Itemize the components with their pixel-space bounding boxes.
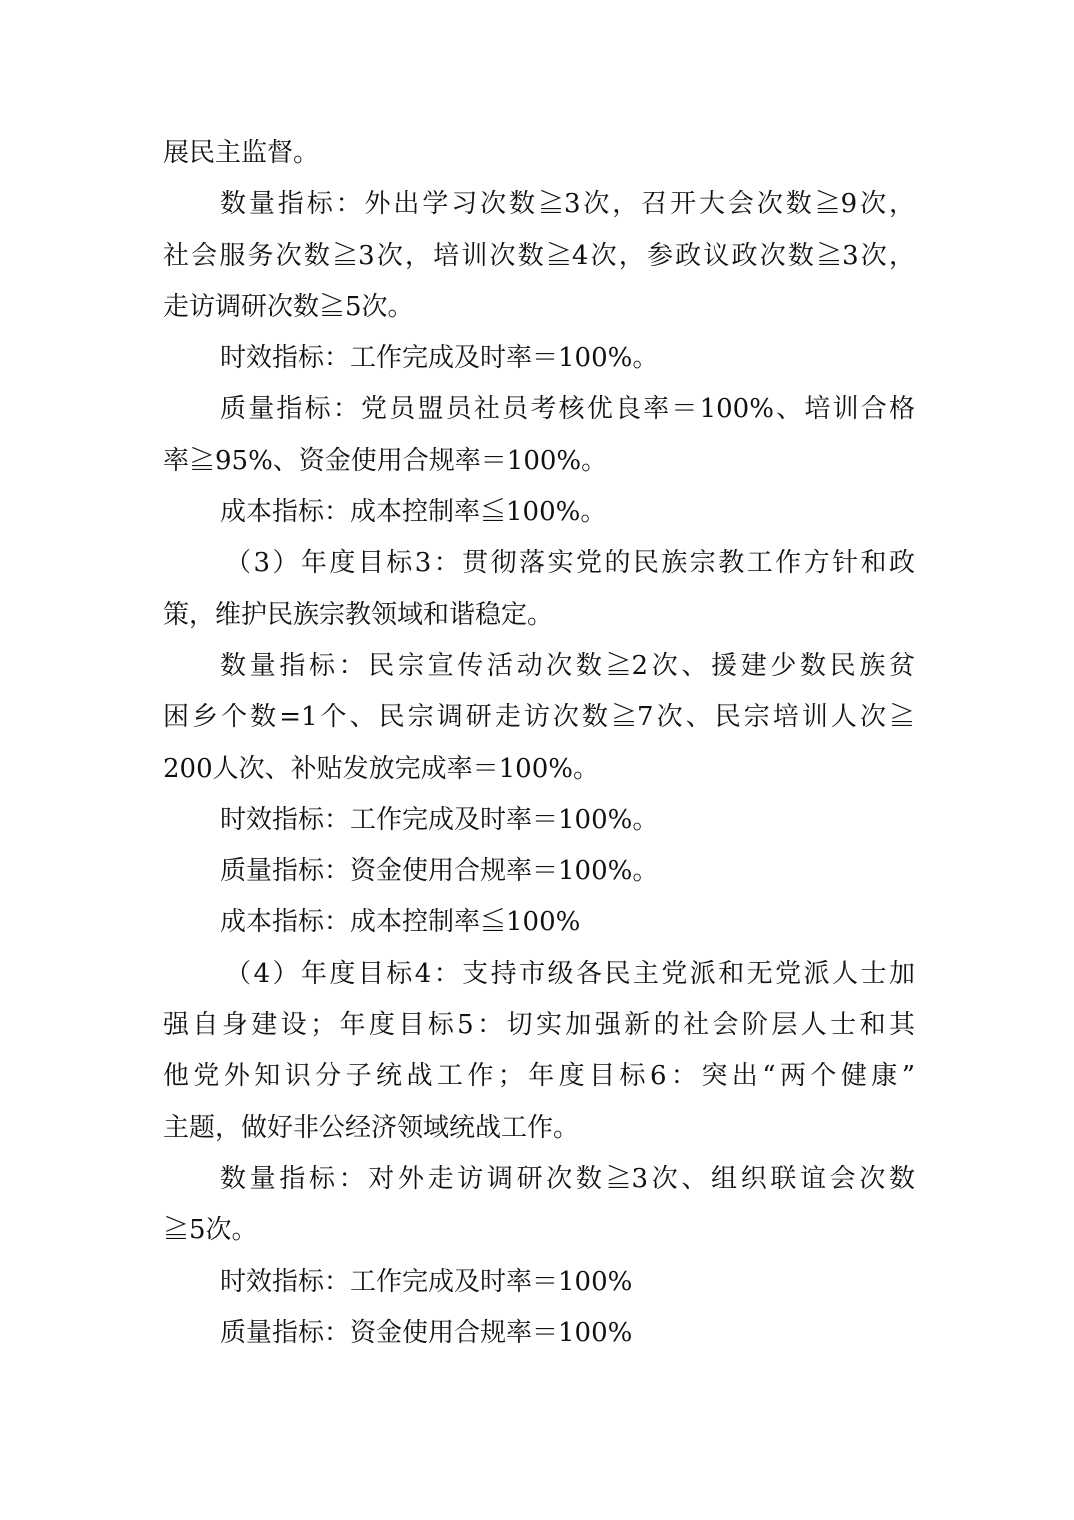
text-line: 质量指标：党员盟员社员考核优良率＝100%、培训合格 bbox=[220, 394, 915, 425]
text-line: 数量指标：民宗宣传活动次数≧2次、援建少数民族贫 bbox=[220, 650, 915, 681]
text-line: 时效指标：工作完成及时率＝100%。 bbox=[220, 804, 659, 835]
text-line: 他党外知识分子统战工作；年度目标6：突出“两个健康” bbox=[163, 1061, 915, 1092]
text-line: 率≧95%、资金使用合规率＝100%。 bbox=[163, 445, 608, 476]
text-line: （3）年度目标3：贯彻落实党的民族宗教工作方针和政 bbox=[225, 548, 915, 579]
text-line: 质量指标：资金使用合规率＝100%。 bbox=[220, 856, 659, 887]
text-line: （4）年度目标4：支持市级各民主党派和无党派人士加 bbox=[225, 958, 915, 989]
document-body bbox=[163, 128, 915, 1359]
text-line: 社会服务次数≧3次，培训次数≧4次，参政议政次数≧3次， bbox=[163, 240, 915, 271]
text-line: 困乡个数=1个、民宗调研走访次数≧7次、民宗培训人次≧ bbox=[163, 702, 915, 733]
text-line: 成本指标：成本控制率≦100%。 bbox=[220, 497, 607, 528]
text-line: 成本指标：成本控制率≦100% bbox=[220, 907, 581, 938]
text-line: 策，维护民族宗教领域和谐稳定。 bbox=[163, 599, 554, 630]
text-line: 数量指标：外出学习次数≧3次，召开大会次数≧9次， bbox=[220, 189, 915, 220]
text-line: 走访调研次数≧5次。 bbox=[163, 291, 414, 322]
text-line: ≧5次。 bbox=[163, 1215, 258, 1246]
text-line: 数量指标：对外走访调研次数≧3次、组织联谊会次数 bbox=[220, 1163, 915, 1194]
text-line: 时效指标：工作完成及时率＝100% bbox=[220, 1266, 633, 1297]
text-line: 时效指标：工作完成及时率＝100%。 bbox=[220, 343, 659, 374]
text-line: 200人次、补贴发放完成率＝100%。 bbox=[163, 753, 599, 784]
text-line: 质量指标：资金使用合规率＝100% bbox=[220, 1317, 633, 1348]
text-line: 展民主监督。 bbox=[163, 138, 320, 168]
text-line: 主题，做好非公经济领域统战工作。 bbox=[163, 1112, 580, 1143]
text-line: 强自身建设；年度目标5：切实加强新的社会阶层人士和其 bbox=[163, 1010, 915, 1041]
